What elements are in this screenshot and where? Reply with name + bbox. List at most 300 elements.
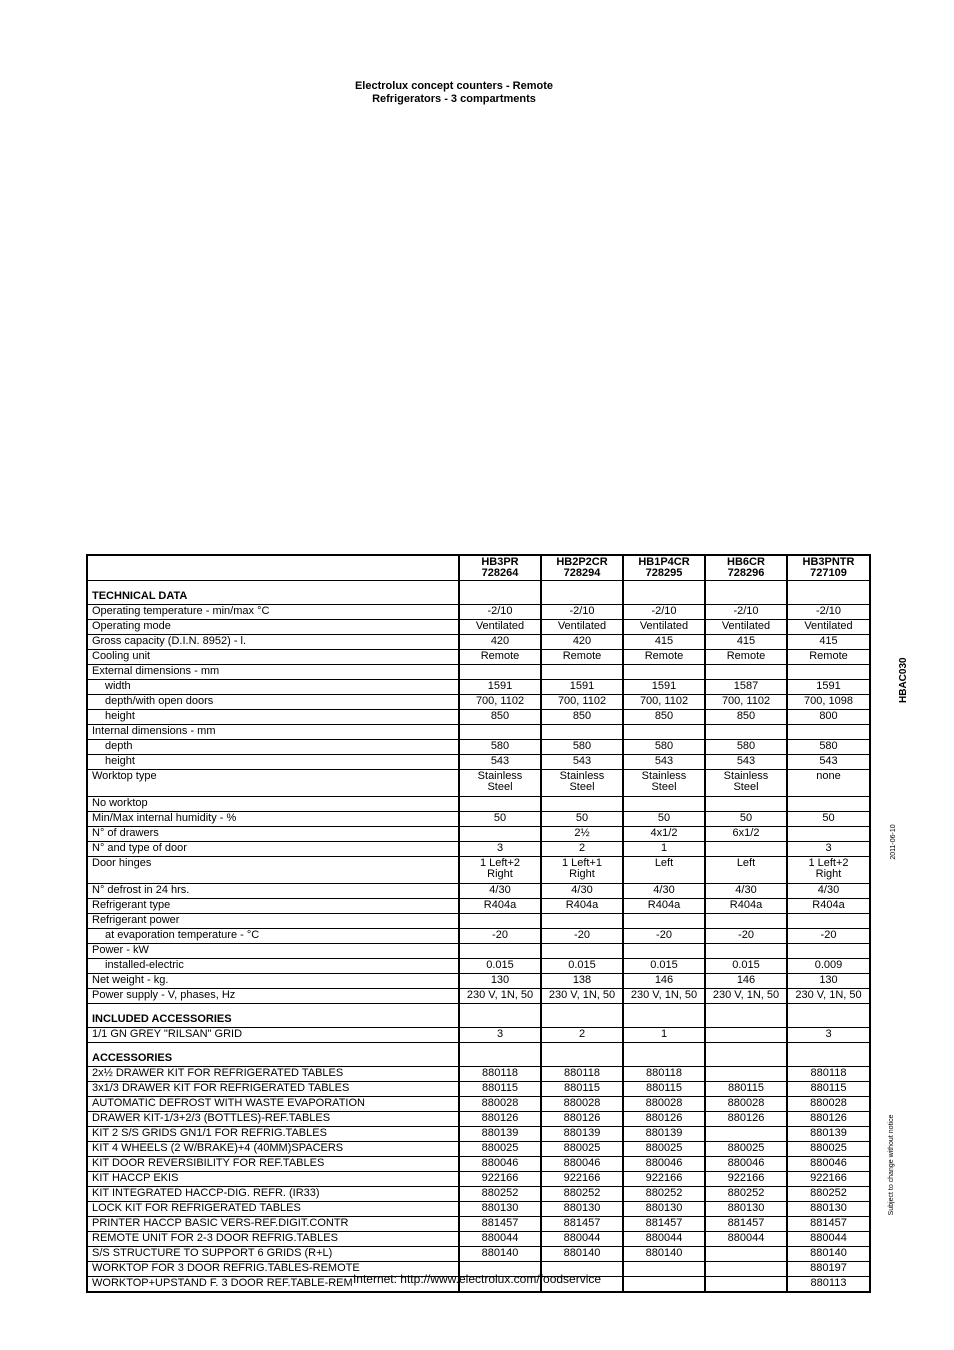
spec-value-line: -20 [492,929,508,941]
spec-value [787,755,870,770]
spec-value [541,1097,623,1112]
spec-value [787,581,870,605]
spec-value [459,680,541,695]
spec-value-line: 850 [736,710,756,722]
spec-value-line: 1591 [569,680,595,692]
spec-value-line: 880115 [564,1082,600,1094]
spec-value-line: 543 [654,755,674,767]
spec-value-line: 880139 [645,1127,683,1139]
spec-value-line: 1591 [816,680,841,692]
spec-value [787,1247,870,1262]
spec-value [623,914,705,929]
spec-value [787,1202,870,1217]
spec-value [623,959,705,974]
spec-row [87,1067,870,1082]
spec-value [787,1067,870,1082]
spec-value [787,620,870,635]
spec-label: External dimensions - mm [87,665,459,680]
spec-value [623,884,705,899]
spec-row [87,1157,870,1172]
spec-value [541,827,623,842]
spec-value [541,581,623,605]
spec-value [705,680,787,695]
spec-value-line: 4/30 [735,884,757,896]
spec-value-line: 880139 [481,1127,519,1139]
spec-value [623,1028,705,1043]
spec-value [541,755,623,770]
spec-value [705,1067,787,1082]
spec-value [705,1127,787,1142]
spec-value [705,665,787,680]
spec-value-line: Ventilated [804,620,853,632]
spec-value-line: 3 [825,1028,832,1040]
spec-value [623,974,705,989]
spec-value [705,944,787,959]
spec-value-line: 1591 [487,680,513,692]
spec-value-line: 543 [819,755,838,767]
spec-value [623,620,705,635]
spec-label: installed-electric [87,959,459,974]
spec-value-line: -2/10 [651,605,677,617]
spec-value [787,1097,870,1112]
spec-value-line: 881457 [645,1217,683,1229]
spec-row [87,605,870,620]
spec-value [541,944,623,959]
section-row [87,581,870,605]
spec-value-line: 880139 [810,1127,847,1139]
spec-value-line: 4/30 [653,884,675,896]
spec-value-line: Stainless [559,770,605,782]
spec-value-line: 850 [654,710,674,722]
header-empty-cell [87,555,459,581]
spec-value [459,650,541,665]
spec-value-line: 50 [575,812,589,824]
spec-value-line: Remote [644,650,684,662]
spec-value [459,842,541,857]
spec-label: N° of drawers [87,827,459,842]
spec-table [86,554,871,1293]
spec-value [541,1202,623,1217]
spec-value-line: 880140 [481,1247,519,1259]
spec-value-line: Left [654,857,674,869]
spec-label: LOCK KIT FOR REFRIGERATED TABLES [87,1202,459,1217]
spec-value [705,605,787,620]
spec-value [787,770,870,797]
spec-value-line: 880025 [727,1142,765,1154]
spec-row [87,665,870,680]
spec-value [459,929,541,944]
spec-value [787,929,870,944]
spec-value-line: 230 V, 1N, 50 [630,989,698,1001]
spec-value-line: 880140 [810,1247,847,1259]
spec-value [459,1067,541,1082]
spec-value-line: R404a [565,899,599,911]
model-header [623,555,705,581]
spec-value-line: 880118 [482,1067,518,1079]
spec-row [87,1028,870,1043]
spec-value-line: 881457 [810,1217,847,1229]
spec-value [623,1142,705,1157]
spec-row [87,695,870,710]
spec-value-line: Stainless [641,770,687,782]
spec-value [787,710,870,725]
spec-value [541,635,623,650]
spec-value-line: Steel [651,781,677,793]
title-line-1: Electrolux concept counters - Remote [354,80,554,92]
spec-value-line: Left [736,857,756,869]
spec-value [787,695,870,710]
spec-value-line: 880028 [727,1097,765,1109]
spec-value [623,827,705,842]
spec-row [87,1187,870,1202]
spec-value [787,1157,870,1172]
spec-value-line: 1587 [733,680,759,692]
document-code: HBAC030 [898,657,909,703]
spec-value [459,1142,541,1157]
spec-value-line: Stainless [723,770,769,782]
spec-value-line: 922166 [727,1172,765,1184]
spec-row [87,899,870,914]
spec-value-line: 880028 [563,1097,601,1109]
spec-value [541,1157,623,1172]
section-row [87,1043,870,1067]
spec-value [705,959,787,974]
spec-label: depth/with open doors [87,695,459,710]
spec-value [705,1247,787,1262]
spec-value-line: R404a [812,899,845,911]
spec-value-line: 0.009 [814,959,843,971]
spec-value [459,1172,541,1187]
spec-row [87,740,870,755]
spec-row [87,1097,870,1112]
spec-value [705,1232,787,1247]
spec-value [623,1082,705,1097]
spec-value [705,1043,787,1067]
spec-value [541,929,623,944]
spec-value [623,1187,705,1202]
spec-value-line: 138 [572,974,592,986]
spec-label: Internal dimensions - mm [87,725,459,740]
spec-value-line: none [816,770,841,782]
spec-value [623,1202,705,1217]
spec-value-line: 130 [819,974,838,986]
spec-value [623,1157,705,1172]
spec-value-line: 130 [490,974,510,986]
spec-value [459,1028,541,1043]
spec-value-line: 700, 1102 [721,695,771,707]
spec-value-line: 881457 [727,1217,765,1229]
spec-label: height [87,710,459,725]
spec-value [541,695,623,710]
spec-value [541,1043,623,1067]
spec-value [541,914,623,929]
spec-value [459,1097,541,1112]
spec-value-line: 880044 [481,1232,519,1244]
spec-value-line: Right [815,868,842,880]
spec-value-line: R404a [647,899,681,911]
model-name: HB3PR [481,556,519,568]
spec-value-line: R404a [729,899,763,911]
spec-value [623,1112,705,1127]
spec-label: N° defrost in 24 hrs. [87,884,459,899]
spec-label: Power - kW [87,944,459,959]
spec-value [705,620,787,635]
section-heading: INCLUDED ACCESSORIES [87,1004,459,1028]
spec-value [705,695,787,710]
model-name: HB1P4CR [638,556,690,568]
spec-label: height [87,755,459,770]
spec-label: width [87,680,459,695]
spec-label: depth [87,740,459,755]
spec-row [87,1082,870,1097]
spec-value [705,1142,787,1157]
spec-value [459,620,541,635]
spec-label: Operating temperature - min/max °C [87,605,459,620]
spec-value-line: 543 [736,755,756,767]
spec-value-line: 880140 [563,1247,601,1259]
spec-value [541,812,623,827]
spec-value-line: 2 [578,842,586,854]
spec-value [623,1247,705,1262]
spec-value [459,797,541,812]
spec-value [459,944,541,959]
spec-value [459,812,541,827]
section-heading: ACCESSORIES [87,1043,459,1067]
model-header [459,555,541,581]
section-heading: TECHNICAL DATA [87,581,459,605]
spec-label: REMOTE UNIT FOR 2-3 DOOR REFRIG.TABLES [87,1232,459,1247]
spec-value-line: Right [569,868,595,880]
spec-value [541,680,623,695]
spec-value-line: Remote [726,650,766,662]
spec-value-line: 880046 [481,1157,519,1169]
spec-value [787,899,870,914]
spec-value [541,899,623,914]
spec-value-line: 2½ [574,827,590,839]
spec-label: DRAWER KIT-1/3+2/3 (BOTTLES)-REF.TABLES [87,1112,459,1127]
model-code: 728264 [481,567,519,579]
spec-value-line: Right [487,868,513,880]
spec-value-line: 880126 [563,1112,601,1124]
spec-label: N° and type of door [87,842,459,857]
spec-value-line: R404a [483,899,517,911]
spec-value-line: 700, 1102 [475,695,525,707]
spec-value-line: Steel [487,781,513,793]
spec-value [541,1082,623,1097]
spec-label: Worktop type [87,770,459,797]
spec-label: 3x1/3 DRAWER KIT FOR REFRIGERATED TABLES [87,1082,459,1097]
spec-value-line: 0.015 [732,959,760,971]
model-code: 727109 [810,567,847,579]
spec-value-line: 880252 [645,1187,683,1199]
spec-value [459,857,541,884]
spec-value [459,740,541,755]
spec-row [87,680,870,695]
spec-value-line: 880126 [481,1112,519,1124]
spec-value [459,1202,541,1217]
spec-value [787,959,870,974]
spec-label: PRINTER HACCP BASIC VERS-REF.DIGIT.CONTR [87,1217,459,1232]
spec-value-line: 880126 [727,1112,765,1124]
spec-value [705,827,787,842]
spec-value-line: 880118 [810,1067,847,1079]
spec-value [541,1067,623,1082]
spec-value [541,710,623,725]
spec-value [541,1217,623,1232]
spec-value-line: 700, 1098 [804,695,853,707]
spec-value [705,1112,787,1127]
spec-value [705,989,787,1004]
spec-label: KIT 2 S/S GRIDS GN1/1 FOR REFRIG.TABLES [87,1127,459,1142]
spec-value [541,959,623,974]
spec-value [787,1172,870,1187]
spec-value [541,989,623,1004]
spec-value [705,1187,787,1202]
spec-value [705,1217,787,1232]
spec-value [623,635,705,650]
spec-value-line: Ventilated [475,620,525,632]
spec-value-line: 800 [819,710,838,722]
spec-value-line: 880252 [563,1187,601,1199]
spec-value [541,665,623,680]
spec-value [541,842,623,857]
spec-value-line: 700, 1102 [557,695,607,707]
spec-label: Refrigerant power [87,914,459,929]
spec-value [787,857,870,884]
spec-value-line: 850 [490,710,510,722]
spec-value [623,1232,705,1247]
spec-value-line: 880118 [646,1067,682,1079]
spec-value [705,842,787,857]
spec-value-line: Ventilated [639,620,689,632]
spec-value [459,665,541,680]
spec-value-line: 543 [572,755,592,767]
spec-value [787,1043,870,1067]
spec-row [87,1172,870,1187]
spec-value [623,812,705,827]
spec-label: Min/Max internal humidity - % [87,812,459,827]
spec-value-line: Steel [569,781,595,793]
spec-value-line: 1 [660,1028,668,1040]
spec-value-line: 580 [819,740,838,752]
spec-value [787,665,870,680]
spec-value [705,770,787,797]
spec-value [705,1157,787,1172]
model-header [541,555,623,581]
spec-row [87,1112,870,1127]
change-notice: Subject to change without notice [888,1114,895,1216]
spec-value [705,710,787,725]
spec-value-line: 0.015 [486,959,514,971]
spec-value-line: 4/30 [489,884,511,896]
model-code: 728295 [645,567,683,579]
spec-value [623,1097,705,1112]
spec-label: AUTOMATIC DEFROST WITH WASTE EVAPORATION [87,1097,459,1112]
spec-value [623,842,705,857]
spec-value [705,899,787,914]
spec-value-line: 880252 [727,1187,765,1199]
spec-label: Operating mode [87,620,459,635]
spec-value-line: 1 Left+2 [808,857,849,869]
spec-row [87,1232,870,1247]
spec-value-line: -20 [820,929,837,941]
spec-value [705,1202,787,1217]
model-name: HB3PNTR [802,556,855,568]
spec-value-line: 881457 [481,1217,519,1229]
spec-value [459,989,541,1004]
spec-row [87,857,870,884]
spec-value [705,1028,787,1043]
spec-value [459,974,541,989]
spec-row [87,755,870,770]
spec-value [459,1217,541,1232]
spec-value [459,959,541,974]
spec-row [87,974,870,989]
spec-value [787,650,870,665]
spec-value-line: 880115 [646,1082,682,1094]
spec-value-line: 880197 [810,1262,847,1274]
spec-value-line: 881457 [563,1217,601,1229]
spec-value [623,770,705,797]
spec-table-body [87,581,870,1293]
spec-label: WORKTOP+UPSTAND F. 3 DOOR REF.TABLE-REM [87,1277,459,1293]
spec-value [705,1082,787,1097]
spec-value [787,1232,870,1247]
spec-value [705,755,787,770]
spec-value [623,989,705,1004]
spec-value [623,797,705,812]
spec-label: WORKTOP FOR 3 DOOR REFRIG.TABLES-REMOTE [87,1262,459,1277]
spec-value-line: 880252 [481,1187,519,1199]
section-row [87,1004,870,1028]
spec-value [541,650,623,665]
spec-value [541,740,623,755]
spec-value-line: 880113 [810,1277,847,1289]
spec-value-line: 922166 [563,1172,601,1184]
spec-value-line: 880044 [563,1232,601,1244]
spec-row [87,812,870,827]
spec-value [787,1127,870,1142]
spec-value-line: -2/10 [487,605,513,617]
spec-row [87,1127,870,1142]
spec-value [705,797,787,812]
spec-value [623,899,705,914]
spec-row [87,842,870,857]
spec-value [623,929,705,944]
spec-value-line: 880115 [728,1082,764,1094]
spec-value-line: 3 [825,842,832,854]
spec-value-line: 146 [654,974,674,986]
spec-value [623,710,705,725]
model-header [705,555,787,581]
spec-value-line: 880025 [563,1142,601,1154]
footer-url: Internet: http://www.electrolux.com/foodservice [352,1272,602,1286]
spec-value [459,827,541,842]
spec-value-line: 0.015 [568,959,596,971]
spec-value [459,884,541,899]
model-code: 728296 [727,567,765,579]
spec-value-line: 922166 [481,1172,519,1184]
spec-row [87,620,870,635]
spec-value-line: Remote [809,650,848,662]
spec-label: KIT INTEGRATED HACCP-DIG. REFR. (IR33) [87,1187,459,1202]
spec-value-line: 880028 [645,1097,683,1109]
spec-value-line: 880118 [564,1067,600,1079]
spec-label: Gross capacity (D.I.N. 8952) - l. [87,635,459,650]
spec-value-line: 580 [572,740,592,752]
spec-value [459,1043,541,1067]
spec-value-line: 415 [654,635,674,647]
